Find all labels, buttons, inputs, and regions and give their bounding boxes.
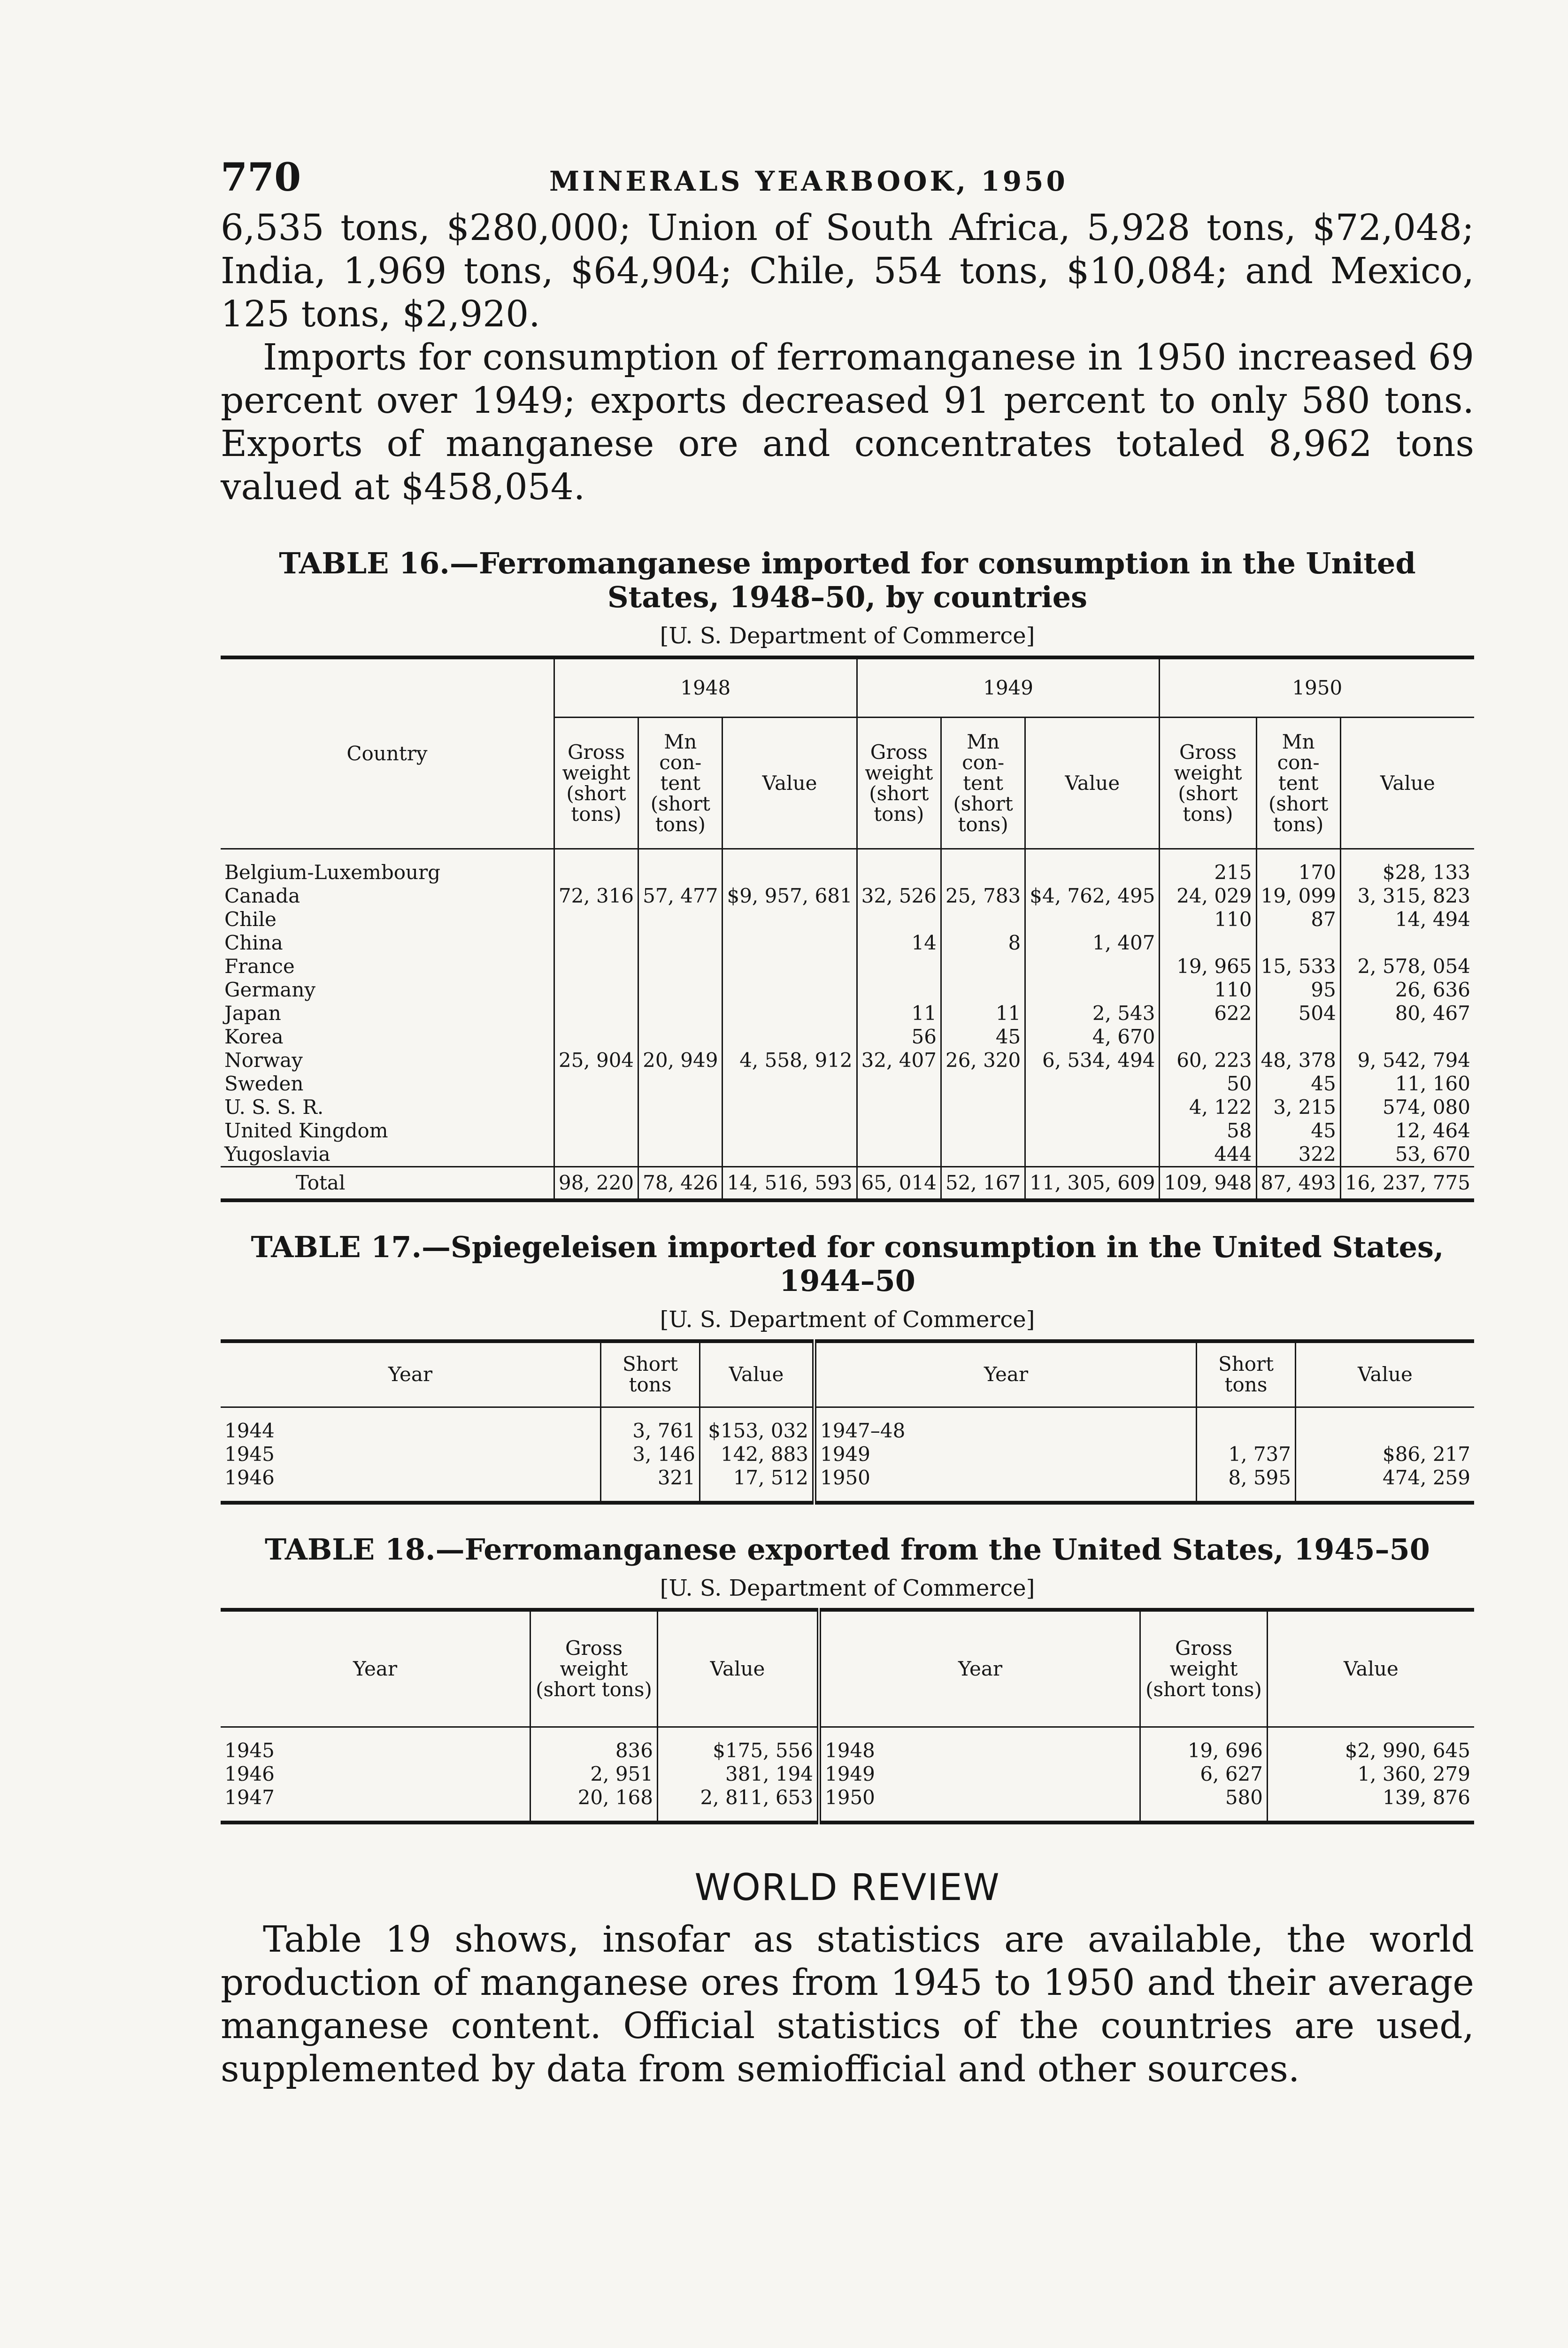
country-name: France [224,955,295,978]
cell [723,1002,857,1025]
table17-tons-header: Short tons [1197,1341,1296,1407]
cell: 80, 467 [1340,1002,1474,1025]
cell [1025,1096,1160,1119]
country-name: Japan [224,1002,281,1025]
cell: 50 [1160,1072,1256,1096]
cell [1340,1025,1474,1049]
cell [554,1025,638,1049]
year-cell: 1946 [224,1466,275,1489]
cell [1025,1143,1160,1167]
cell [941,861,1025,884]
table-row [221,1096,1474,1119]
table-row [221,978,1474,1002]
cell: 4, 122 [1160,1096,1256,1119]
cell [723,978,857,1002]
cell [1160,1025,1256,1049]
cell [1197,1419,1296,1443]
table16-col-mn: Mn con-tent (short tons) [941,718,1025,849]
country-name: Germany [224,978,316,1001]
year-cell: 1950 [819,1786,1140,1809]
table16-source: [U. S. Department of Commerce] [660,623,1035,649]
cell: 87, 493 [1256,1167,1340,1201]
cell: 48, 378 [1256,1049,1340,1072]
cell: 622 [1160,1002,1256,1025]
section-heading: WORLD REVIEW [694,1867,1000,1909]
country-name: Chile [224,908,277,931]
cell [857,1072,941,1096]
cell: $2, 990, 645 [1268,1739,1475,1762]
year-cell: 1947 [224,1786,275,1809]
cell [638,1143,723,1167]
cell [857,955,941,978]
cell [554,931,638,955]
cell: 110 [1160,908,1256,931]
cell [723,1119,857,1143]
table-row [221,1072,1474,1096]
table16-year-1949: 1949 [857,657,1160,718]
cell [941,908,1025,931]
cell: 1, 360, 279 [1268,1762,1475,1786]
cell [554,978,638,1002]
cell [941,955,1025,978]
cell: 14, 494 [1340,908,1474,931]
cell: 2, 578, 054 [1340,955,1474,978]
cell: $9, 957, 681 [723,884,857,908]
table-total-row [221,1167,1474,1201]
cell: 58 [1160,1119,1256,1143]
cell [723,1143,857,1167]
cell [638,1025,723,1049]
cell [554,1096,638,1119]
cell [1256,931,1340,955]
cell: 16, 237, 775 [1340,1167,1474,1201]
table-row [221,1443,1474,1466]
cell: 4, 670 [1025,1025,1160,1049]
cell [1025,908,1160,931]
cell [638,1072,723,1096]
table18-value-header: Value [658,1610,819,1727]
cell: 139, 876 [1268,1786,1475,1809]
cell: 322 [1256,1143,1340,1167]
cell: 11, 305, 609 [1025,1167,1160,1201]
table17-tons-header: Short tons [601,1341,700,1407]
cell [857,908,941,931]
cell [638,1119,723,1143]
table16-col-value: Value [723,718,857,849]
cell [554,955,638,978]
table18-gross-header: Gross weight (short tons) [1140,1610,1268,1727]
cell: 6, 627 [1140,1762,1268,1786]
cell [941,1072,1025,1096]
cell: $4, 762, 495 [1025,884,1160,908]
table-row [221,1419,1474,1443]
cell [723,861,857,884]
year-cell: 1949 [815,1443,1197,1466]
cell: 504 [1256,1002,1340,1025]
cell: 87 [1256,908,1340,931]
cell [1025,1119,1160,1143]
cell: 53, 670 [1340,1143,1474,1167]
cell [723,1025,857,1049]
cell: 3, 146 [601,1443,700,1466]
table16-col-gross: Gross weight (short tons) [554,718,638,849]
cell: 12, 464 [1340,1119,1474,1143]
cell: 1, 407 [1025,931,1160,955]
table17-value-header: Value [700,1341,815,1407]
cell: 9, 542, 794 [1340,1049,1474,1072]
cell: 19, 965 [1160,955,1256,978]
table18-year-header: Year [819,1610,1140,1727]
table17-caption: TABLE 17.—Spiegeleisen imported for consumption in the United States, 1944–50 [251,1230,1444,1298]
country-name: Canada [224,884,300,907]
cell: 11 [941,1002,1025,1025]
table17-year-header: Year [221,1341,601,1407]
cell [941,978,1025,1002]
country-name: Yugoslavia [224,1143,331,1166]
cell: $86, 217 [1296,1443,1475,1466]
cell: 2, 543 [1025,1002,1160,1025]
cell: 78, 426 [638,1167,723,1201]
year-cell: 1946 [224,1762,275,1785]
cell: 45 [1256,1119,1340,1143]
table18-source: [U. S. Department of Commerce] [660,1575,1035,1601]
running-header [221,155,1474,207]
cell [554,1119,638,1143]
country-name: U. S. S. R. [224,1096,324,1119]
cell: 3, 315, 823 [1340,884,1474,908]
cell: 11, 160 [1340,1072,1474,1096]
cell: 444 [1160,1143,1256,1167]
year-cell: 1950 [815,1466,1197,1490]
cell: 19, 696 [1140,1739,1268,1762]
cell [1025,978,1160,1002]
cell: 95 [1256,978,1340,1002]
cell [857,1119,941,1143]
cell: 1, 737 [1197,1443,1296,1466]
cell [723,1096,857,1119]
cell: 6, 534, 494 [1025,1049,1160,1072]
table-row [221,931,1474,955]
cell: 52, 167 [941,1167,1025,1201]
table16-col-gross: Gross weight (short tons) [857,718,941,849]
country-name: China [224,931,283,954]
cell [554,1143,638,1167]
cell: 32, 526 [857,884,941,908]
cell: 25, 904 [554,1049,638,1072]
table16-year-1948: 1948 [554,657,857,718]
country-name: Norway [224,1049,303,1072]
year-cell: 1945 [224,1739,275,1762]
cell [1025,1072,1160,1096]
cell: 72, 316 [554,884,638,908]
cell [638,931,723,955]
table16-col-value: Value [1340,718,1474,849]
table18 [221,1608,1474,1825]
cell [857,1143,941,1167]
cell: 142, 883 [700,1443,815,1466]
page-number: 770 [221,155,301,200]
table18-value-header: Value [1268,1610,1475,1727]
cell: 3, 215 [1256,1096,1340,1119]
country-name: Korea [224,1025,284,1048]
year-cell: 1944 [224,1419,275,1442]
cell: 24, 029 [1160,884,1256,908]
cell: 574, 080 [1340,1096,1474,1119]
cell [941,1143,1025,1167]
cell: 109, 948 [1160,1167,1256,1201]
cell [638,1002,723,1025]
table-row [221,955,1474,978]
cell [1025,955,1160,978]
year-cell: 1945 [224,1442,275,1466]
table18-caption: TABLE 18.—Ferromanganese exported from the United States, 1945–50 [265,1532,1430,1567]
cell: 19, 099 [1256,884,1340,908]
cell [941,1096,1025,1119]
table-row [221,1025,1474,1049]
cell: $28, 133 [1340,861,1474,884]
country-name: Belgium-Luxembourg [224,861,441,884]
cell: 45 [1256,1072,1340,1096]
table-row [221,1143,1474,1167]
cell: 20, 949 [638,1049,723,1072]
cell [638,861,723,884]
country-name: Sweden [224,1072,304,1095]
cell [723,908,857,931]
paragraph-imports: Imports for consumption of ferromanganese in 1950 increased 69 percent over 1949; exports decreased 91 percent to only 580 tons. Exports of manganese ore and concentrates totaled 8,962 tons valued at $458,054. [221,337,1474,508]
cell: 3, 761 [601,1419,700,1443]
year-cell: 1949 [819,1762,1140,1786]
cell: 20, 168 [530,1786,658,1809]
cell: 836 [530,1739,658,1762]
table17-value-header: Value [1296,1341,1475,1407]
cell: 26, 636 [1340,978,1474,1002]
cell: 45 [941,1025,1025,1049]
cell: $175, 556 [658,1739,819,1762]
table-row [221,1786,1474,1809]
table18-year-header: Year [221,1610,530,1727]
cell [638,1096,723,1119]
cell: 26, 320 [941,1049,1025,1072]
cell: 14 [857,931,941,955]
cell: 14, 516, 593 [723,1167,857,1201]
year-cell: 1947–48 [815,1419,1197,1443]
cell: 474, 259 [1296,1466,1475,1490]
country-name: United Kingdom [224,1119,388,1142]
table16-country-header: Country [221,657,554,849]
paragraph-continued: 6,535 tons, $280,000; Union of South Africa, 5,928 tons, $72,048; India, 1,969 tons, $64,904; Chile, 554 tons, $10,084; and Mexico, 125 tons, $2,920. [221,207,1474,335]
table-row [221,1049,1474,1072]
cell [554,861,638,884]
cell: 215 [1160,861,1256,884]
cell: 8 [941,931,1025,955]
cell: 4, 558, 912 [723,1049,857,1072]
cell [1296,1419,1475,1443]
year-cell: 1948 [819,1739,1140,1762]
table17-source: [U. S. Department of Commerce] [660,1306,1035,1333]
cell: 15, 533 [1256,955,1340,978]
cell [554,1002,638,1025]
table16 [221,656,1474,1202]
table17-year-header: Year [815,1341,1197,1407]
table16-col-value: Value [1025,718,1160,849]
cell: 25, 783 [941,884,1025,908]
cell [723,931,857,955]
cell [1256,1025,1340,1049]
cell: 170 [1256,861,1340,884]
cell: 57, 477 [638,884,723,908]
cell: 11 [857,1002,941,1025]
cell: 381, 194 [658,1762,819,1786]
cell [638,955,723,978]
table-row [221,884,1474,908]
cell [1025,861,1160,884]
cell [1340,931,1474,955]
table-row [221,908,1474,931]
table-row [221,1739,1474,1762]
cell [554,908,638,931]
cell: 321 [601,1466,700,1490]
table-row [221,1466,1474,1490]
cell: 56 [857,1025,941,1049]
table16-col-mn: Mn con-tent (short tons) [1256,718,1340,849]
table16-col-gross: Gross weight (short tons) [1160,718,1256,849]
cell [941,1119,1025,1143]
cell [554,1072,638,1096]
table16-col-mn: Mn con-tent (short tons) [638,718,723,849]
cell: 32, 407 [857,1049,941,1072]
running-title: MINERALS YEARBOOK, 1950 [549,165,1068,197]
table16-year-1950: 1950 [1160,657,1474,718]
cell [638,908,723,931]
cell: 17, 512 [700,1466,815,1490]
cell: 8, 595 [1197,1466,1296,1490]
cell [857,1096,941,1119]
total-label: Total [221,1167,554,1201]
world-review-paragraph: Table 19 shows, insofar as statistics are available, the world production of manganese ores from 1945 to 1950 and their average manganese content. Official statistics of the countries are used, supplemented by data from semiofficial and other sources. [221,1919,1474,2090]
cell [857,978,941,1002]
cell: 98, 220 [554,1167,638,1201]
cell: $153, 032 [700,1419,815,1443]
table16-caption: TABLE 16.—Ferromanganese imported for consumption in the United States, 1948–50, by countries [279,546,1416,614]
cell [723,955,857,978]
table-row [221,1119,1474,1143]
page [221,155,1474,2091]
table-row [221,1762,1474,1786]
cell [638,978,723,1002]
cell: 2, 811, 653 [658,1786,819,1809]
table-row [221,1002,1474,1025]
cell: 580 [1140,1786,1268,1809]
cell: 110 [1160,978,1256,1002]
table17 [221,1339,1474,1505]
cell [1160,931,1256,955]
cell: 65, 014 [857,1167,941,1201]
cell [723,1072,857,1096]
cell: 2, 951 [530,1762,658,1786]
cell: 60, 223 [1160,1049,1256,1072]
cell [857,861,941,884]
table-row [221,861,1474,884]
table18-gross-header: Gross weight (short tons) [530,1610,658,1727]
